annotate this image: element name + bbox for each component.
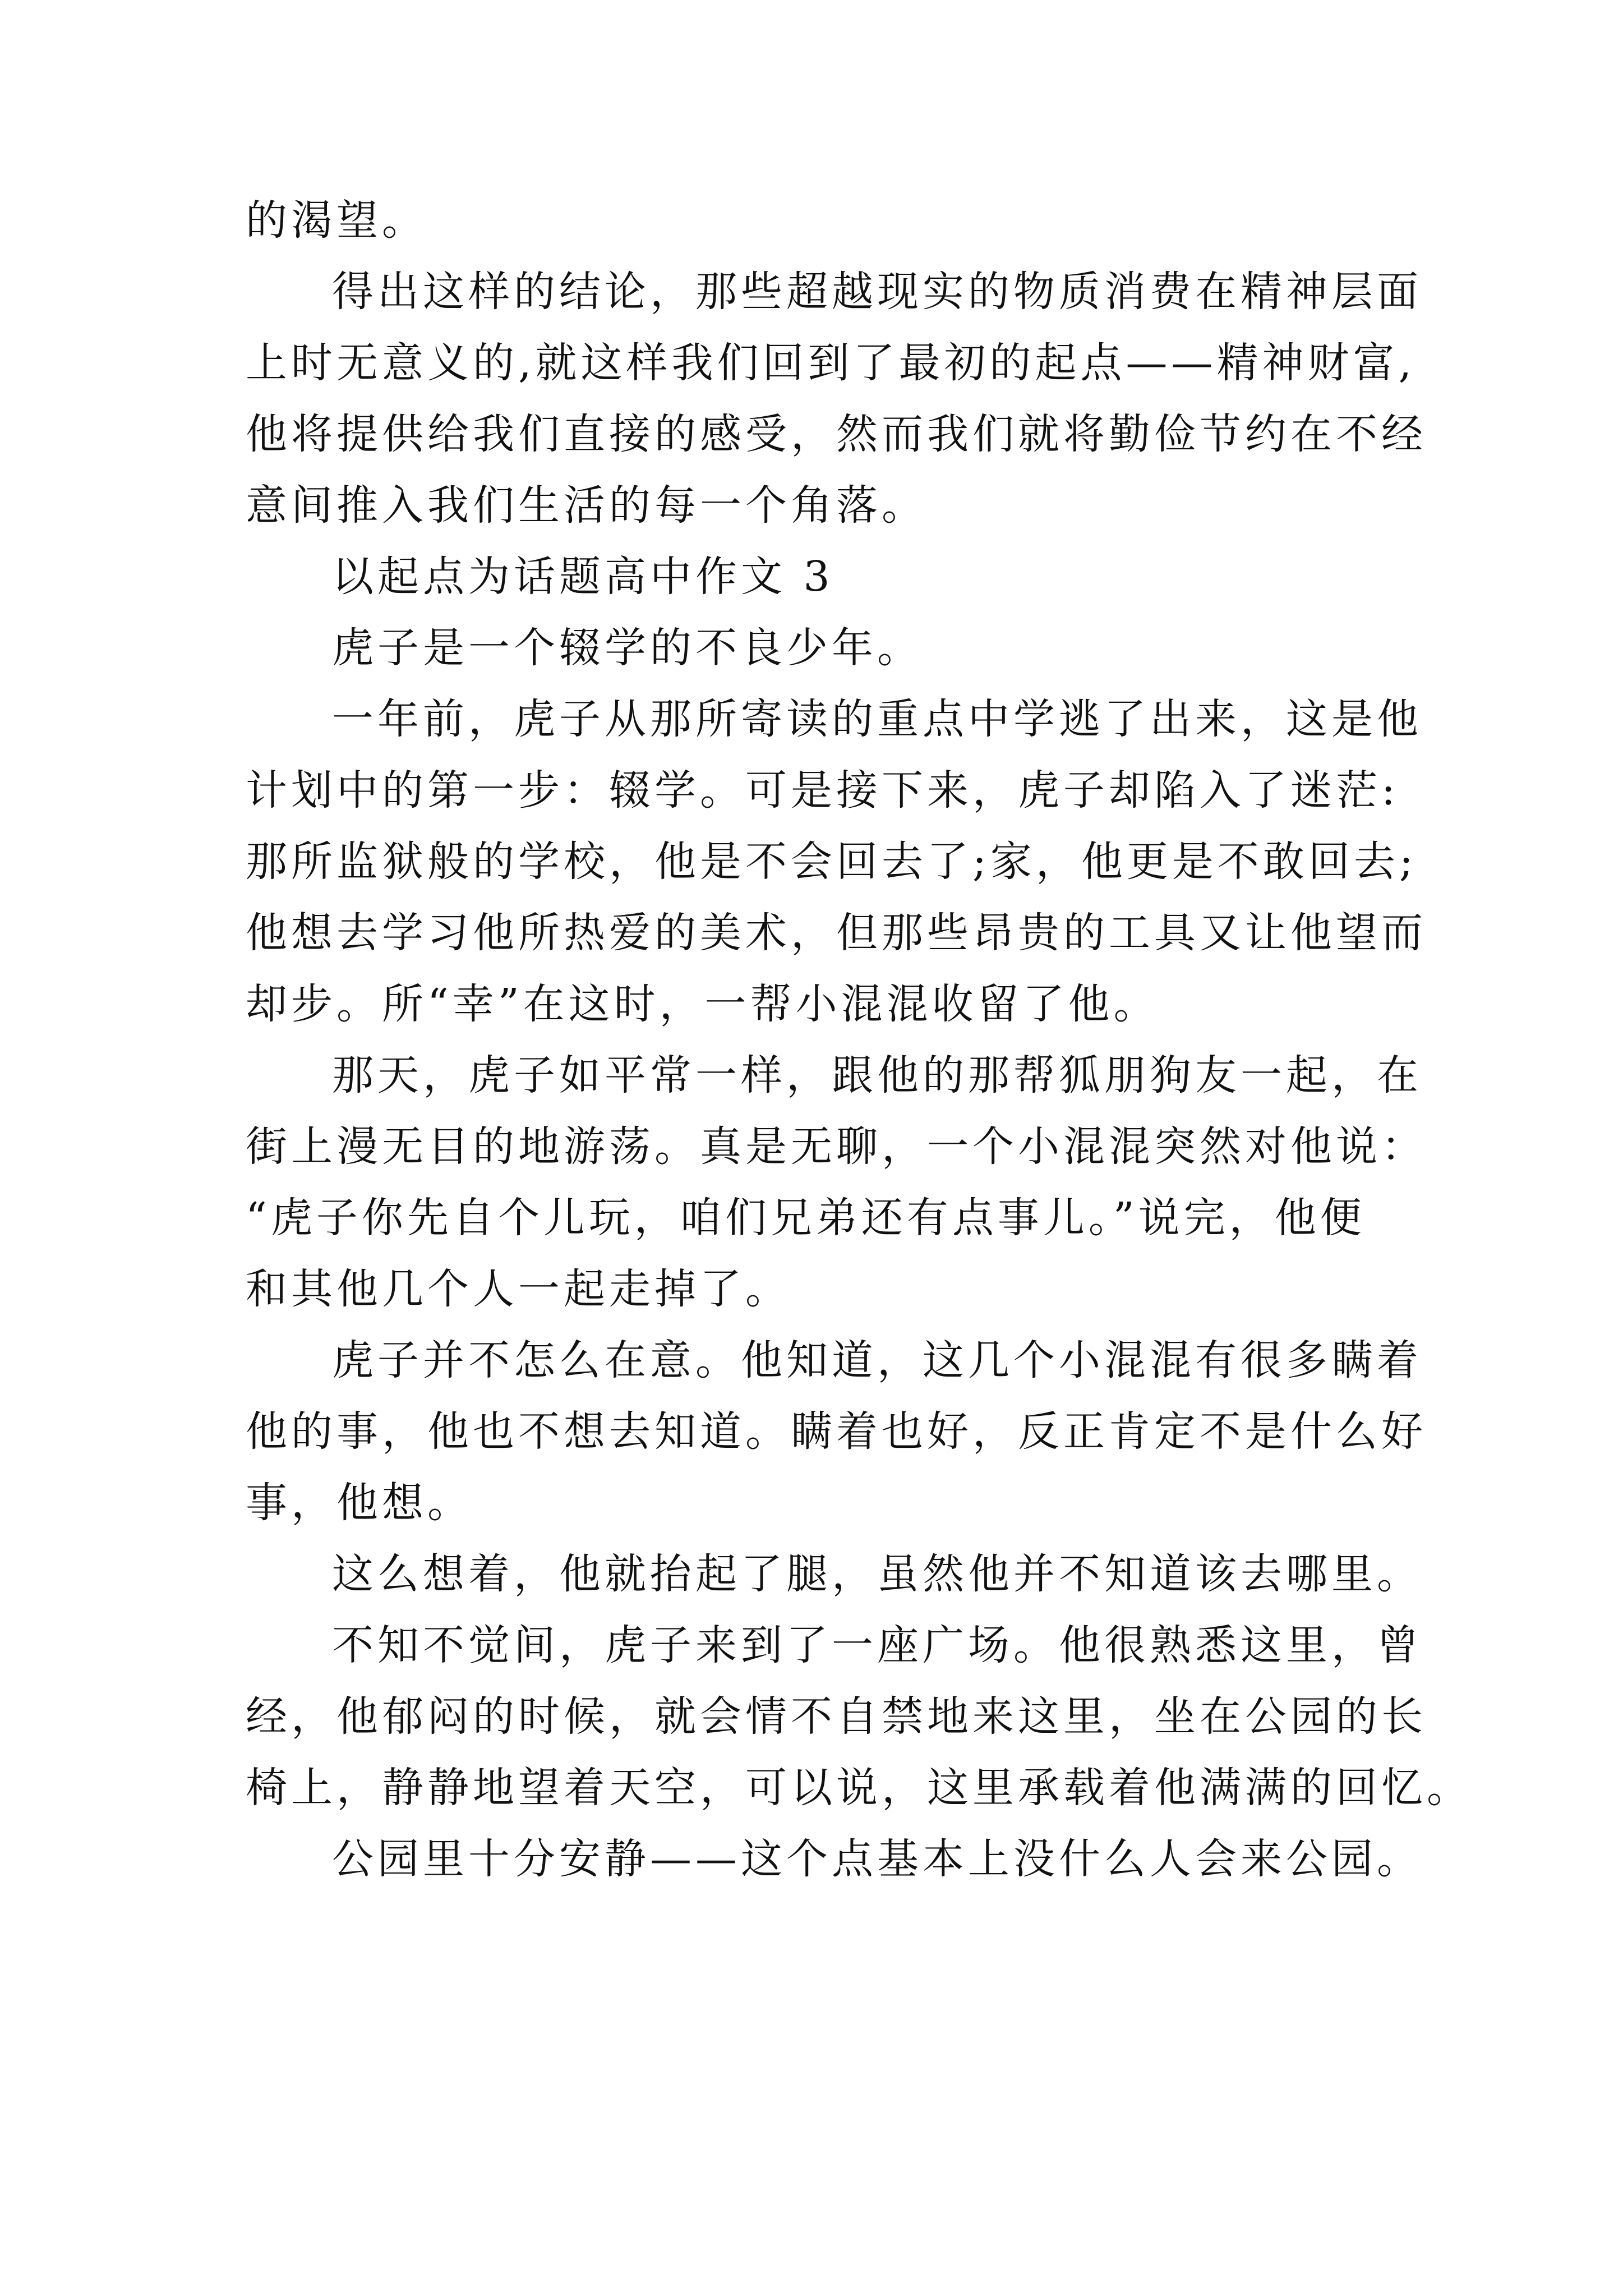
text-line: 和其他几个人一起走掉了。	[246, 1265, 791, 1313]
text-line: 他想去学习他所热爱的美术，但那些昂贵的工具又让他望而	[246, 909, 1427, 957]
paragraph-start: 虎子并不怎么在意。他知道，这几个小混混有很多瞒着	[332, 1336, 1422, 1384]
text-line: 椅上，静静地望着天空，可以说，这里承载着他满满的回忆。	[246, 1764, 1472, 1812]
text-line: 他将提供给我们直接的感受，然而我们就将勤俭节约在不经	[246, 410, 1427, 458]
text-line: “虎子你先自个儿玩，咱们兄弟还有点事儿。”说完，他便	[246, 1194, 1366, 1242]
paragraph-start: 这么想着，他就抬起了腿，虽然他并不知道该去哪里。	[332, 1550, 1422, 1598]
text-line: 街上漫无目的地游荡。真是无聊，一个小混混突然对他说：	[246, 1122, 1427, 1171]
text-line: 却步。所“幸”在这时，一帮小混混收留了他。	[246, 980, 1159, 1028]
text-line: 计划中的第一步：辍学。可是接下来，虎子却陷入了迷茫:	[246, 766, 1399, 815]
paragraph-start: 一年前，虎子从那所寄读的重点中学逃了出来，这是他	[332, 695, 1422, 743]
text-line: 意间推入我们生活的每一个角落。	[246, 481, 927, 530]
paragraph-start: 那天，虎子如平常一样，跟他的那帮狐朋狗友一起，在	[332, 1051, 1422, 1099]
document-body	[246, 185, 1472, 1895]
paragraph-start: 公园里十分安静——这个点基本上没什么人会来公园。	[332, 1835, 1422, 1883]
paragraph-start: 不知不觉间，虎子来到了一座广场。他很熟悉这里，曾	[332, 1621, 1422, 1669]
text-line: 事，他想。	[246, 1479, 473, 1527]
text-line: 的渴望。	[246, 196, 427, 245]
text-line: 上时无意义的,就这样我们回到了最初的起点——精神财富,	[246, 339, 1416, 387]
text-line: 他的事，他也不想去知道。瞒着也好，反正肯定不是什么好	[246, 1407, 1427, 1456]
text-line: 那所监狱般的学校，他是不会回去了;家，他更是不敢回去;	[246, 838, 1417, 886]
text-line: 经，他郁闷的时候，就会情不自禁地来这里，坐在公园的长	[246, 1692, 1427, 1741]
section-heading: 以起点为话题高中作文 3	[332, 553, 834, 601]
paragraph-start: 得出这样的结论，那些超越现实的物质消费在精神层面	[332, 268, 1422, 316]
paragraph-start: 虎子是一个辍学的不良少年。	[332, 624, 923, 672]
